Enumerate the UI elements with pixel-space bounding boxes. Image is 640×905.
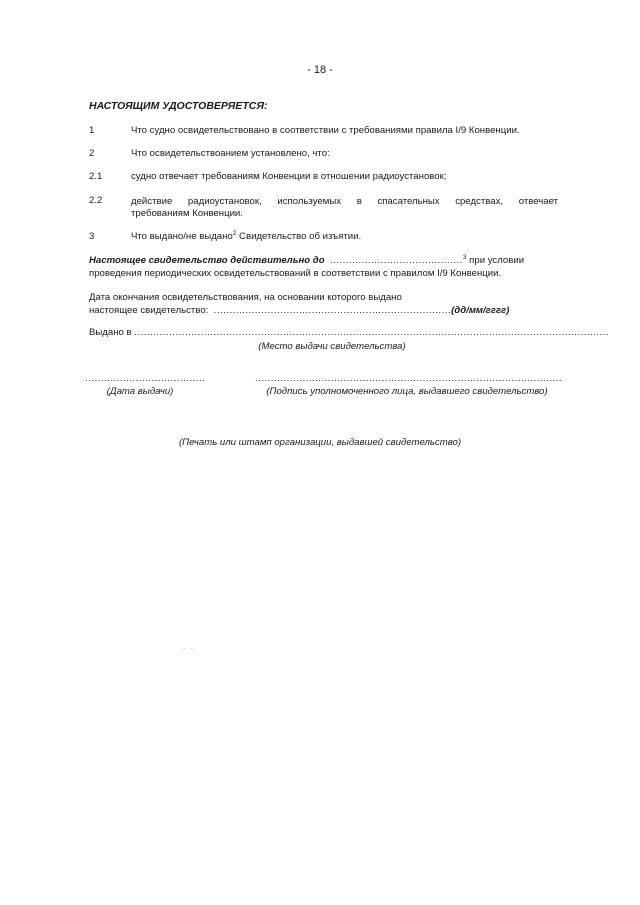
issue-date-dots: ...................................... [85, 373, 206, 384]
item-text-line: действие радиоустановок, используемых в спасательных средствах, отвечает [131, 196, 558, 207]
item-text: Что судно освидетельствовано в соответствии с требованиями правила I/9 Конвенции. [131, 125, 520, 136]
completion-date-dots: ........................................................................... [213, 305, 452, 316]
item-number: 2.1 [89, 171, 103, 182]
signature-dots: ................................................................................................. [255, 373, 563, 384]
scan-speck [191, 648, 193, 649]
issued-at-dots: ...................................................................................................................................................... [134, 327, 610, 338]
signature-caption: (Подпись уполномоченного лица, выдавшего свидетельство) [266, 386, 548, 397]
validity-condition: при условии [466, 255, 525, 266]
item-number: 2.2 [89, 195, 103, 206]
place-of-issue-caption: (Место выдачи свидетельства) [258, 341, 406, 352]
scan-speck [183, 648, 185, 649]
completion-label: настоящее свидетельство: [89, 305, 209, 316]
footnote-marker: 3 [462, 254, 467, 261]
seal-caption: (Печать или штамп организации, выдавшей свидетельство) [178, 437, 462, 448]
date-format: (дд/мм/гггг) [451, 305, 510, 316]
validity-line-2: проведения периодических освидетельствований в соответствии с правилом I/9 Конвенции. [89, 268, 502, 279]
footnote-marker: 2 [232, 230, 237, 237]
completion-line-1: Дата окончания освидетельствования, на основании которого выдано [89, 292, 402, 303]
validity-date-dots: .......................................... [329, 255, 463, 266]
item-text-after: Свидетельство об изъятии. [236, 231, 362, 242]
item-text-before: Что выдано/не выдано [131, 231, 233, 242]
page-number: - 18 - [307, 64, 333, 76]
item-text: Что освидетельствоанием установлено, что: [131, 148, 330, 159]
completion-line-2 [89, 305, 509, 316]
issued-at-label: Выдано в [89, 327, 132, 338]
item-text [131, 231, 361, 242]
validity-label: Настоящее свидетельство действительно до [89, 255, 325, 266]
item-number: 3 [89, 231, 95, 242]
item-number: 2 [89, 148, 95, 159]
item-text-line: требованиям Конвенции. [131, 208, 243, 219]
item-text: судно отвечает требованиям Конвенции в отношении радиоустановок; [131, 171, 447, 182]
certification-heading: НАСТОЯЩИМ УДОСТОВЕРЯЕТСЯ: [89, 100, 268, 112]
item-number: 1 [89, 125, 95, 136]
issue-date-caption: (Дата выдачи) [106, 386, 174, 397]
issued-at-line [89, 327, 610, 338]
validity-line [89, 255, 524, 266]
